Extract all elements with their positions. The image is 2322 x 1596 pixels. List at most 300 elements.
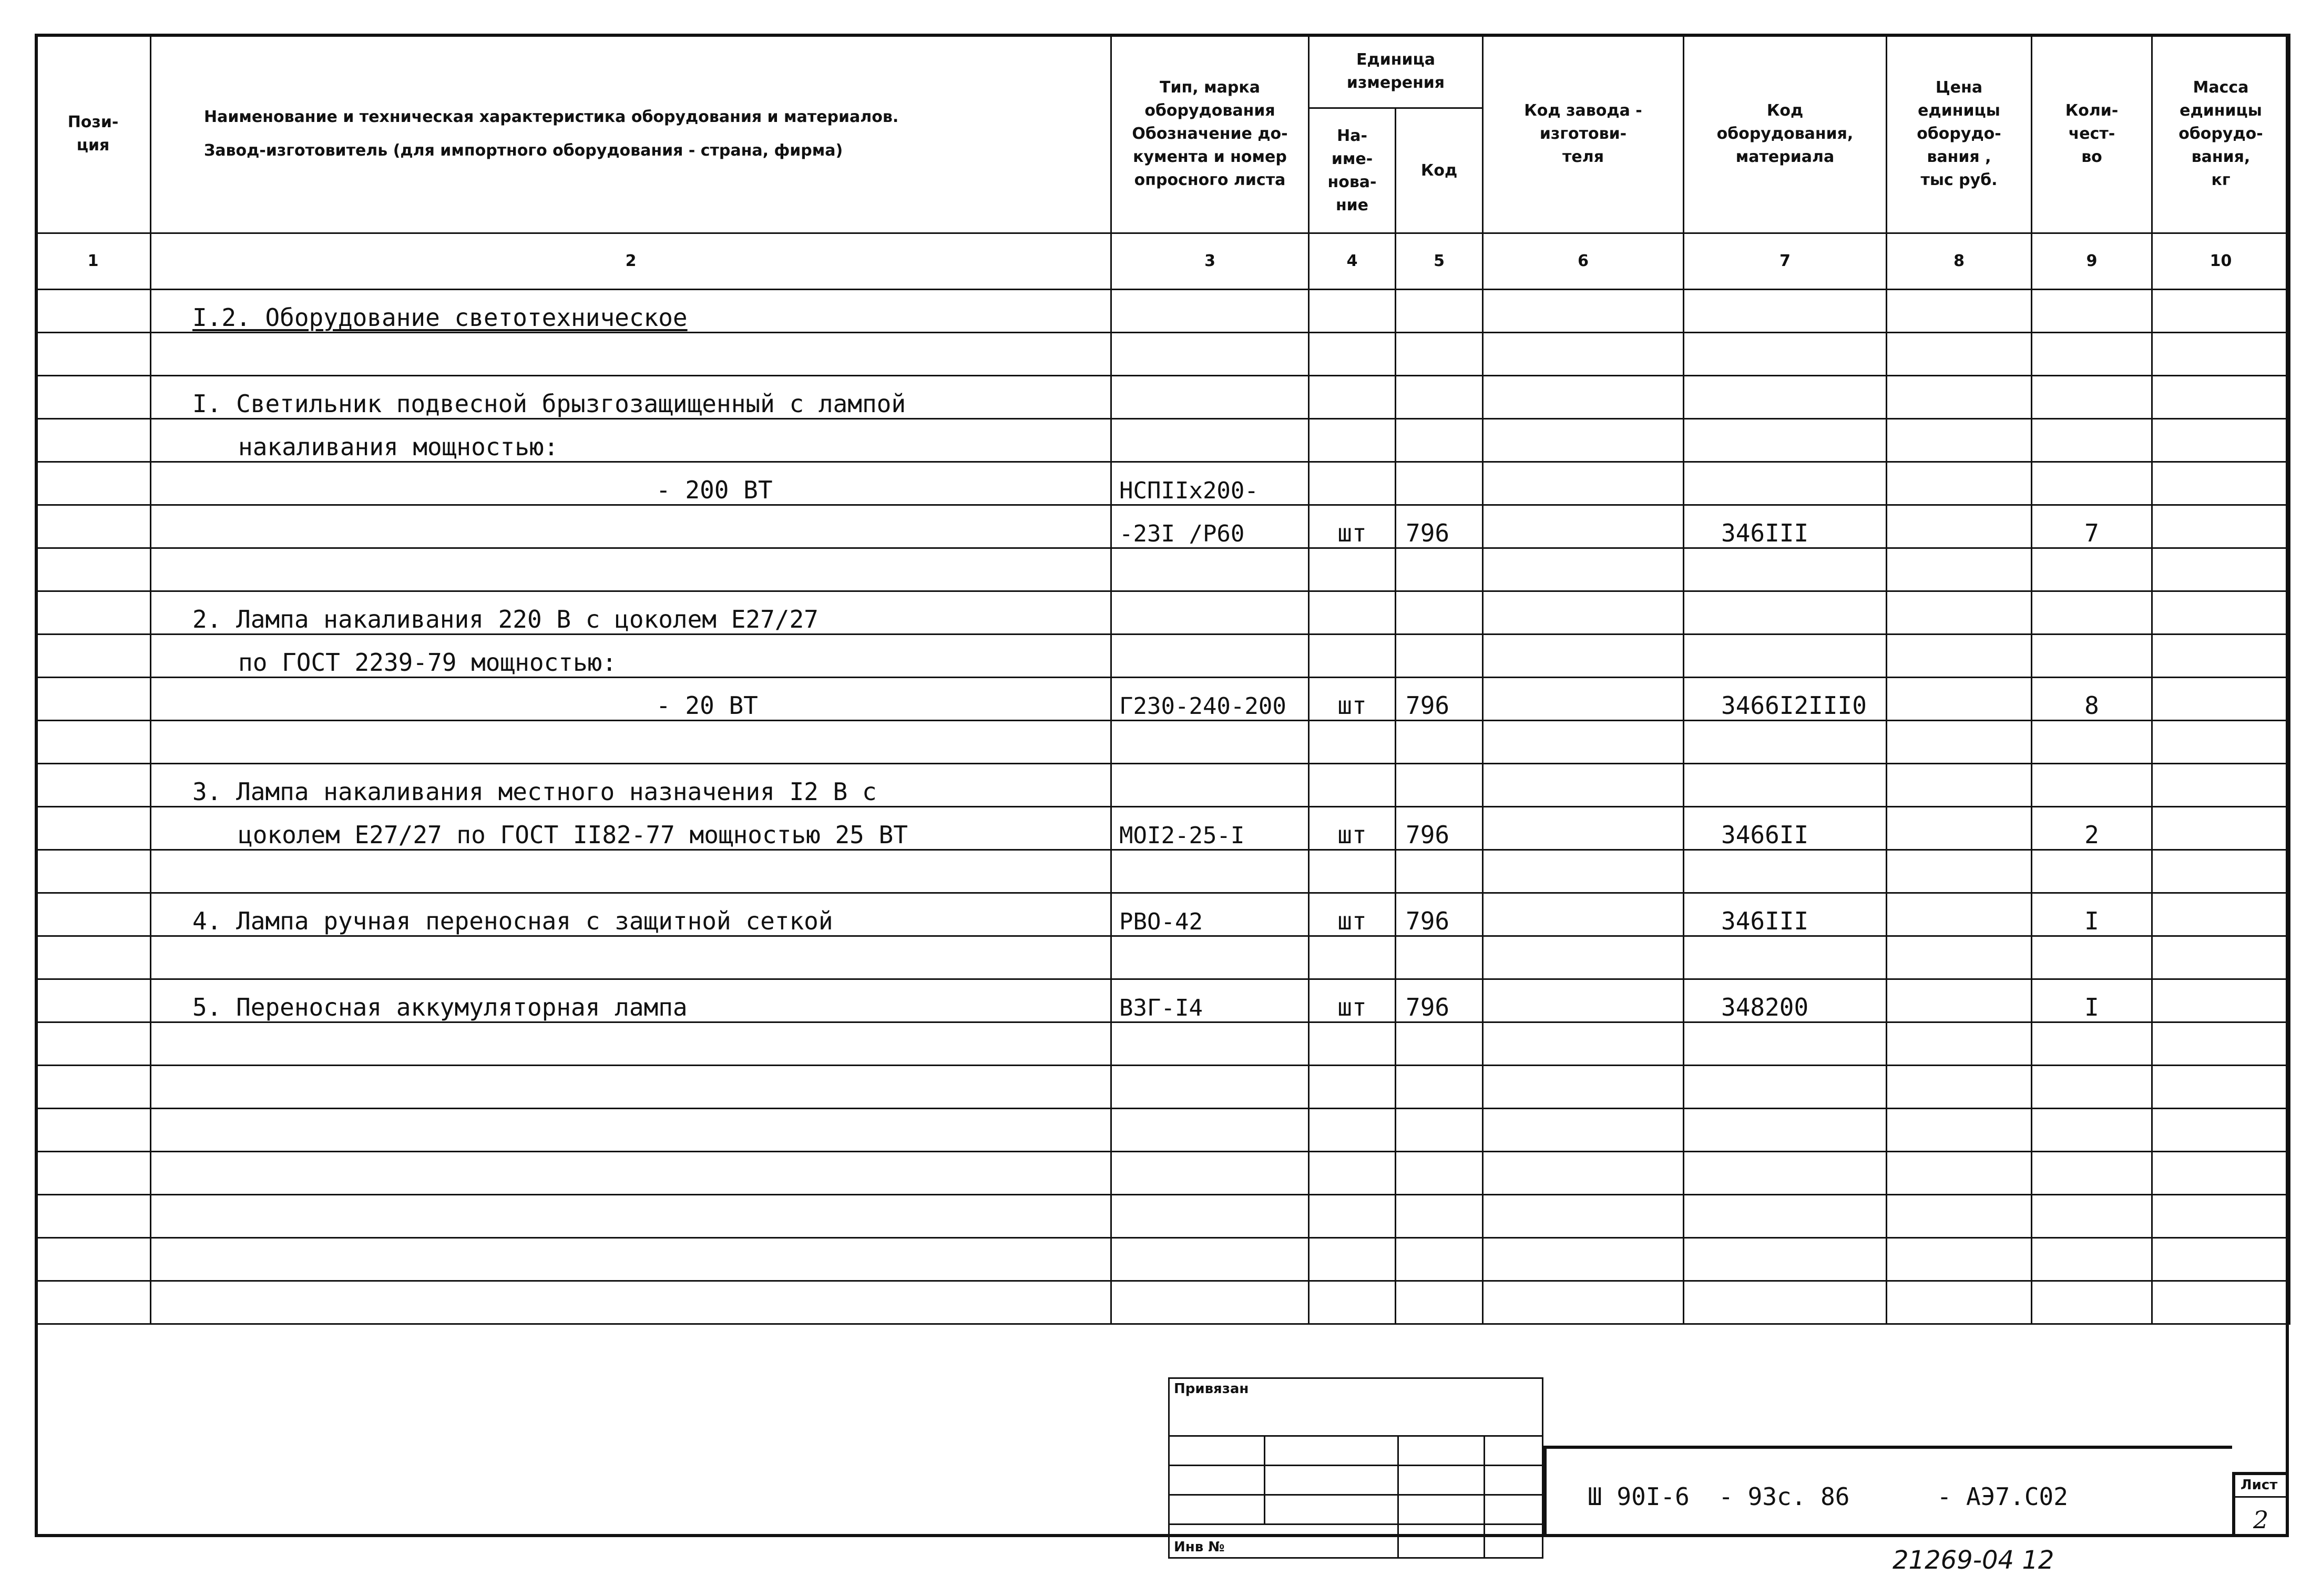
table-row <box>36 462 2290 505</box>
equipment-code-cell <box>1684 1152 1887 1195</box>
position-cell <box>36 290 151 333</box>
mass-cell <box>2152 1281 2290 1324</box>
type-cell <box>1111 850 1309 893</box>
position-cell <box>36 548 151 591</box>
price-cell <box>1887 979 2032 1022</box>
header-mass <box>2152 35 2290 233</box>
quantity-cell <box>2032 419 2152 462</box>
position-cell <box>36 505 151 548</box>
mass-cell <box>2152 591 2290 635</box>
price-cell <box>1887 419 2032 462</box>
type-cell: РВО-42 <box>1111 893 1309 936</box>
name-cell <box>151 936 1111 979</box>
equipment-code-cell <box>1684 419 1887 462</box>
name-cell <box>151 1281 1111 1324</box>
type-cell <box>1111 290 1309 333</box>
plant-code-cell <box>1483 893 1684 936</box>
sheet-number: 2 <box>2253 1506 2269 1534</box>
position-cell <box>36 850 151 893</box>
column-number: 3 <box>1111 233 1309 290</box>
header-text: во <box>2081 147 2102 166</box>
equipment-code-cell <box>1684 850 1887 893</box>
price-cell <box>1887 764 2032 807</box>
mass-cell <box>2152 505 2290 548</box>
unit-code-cell: 796 <box>1396 505 1483 548</box>
unit-code-cell <box>1396 1066 1483 1109</box>
unit-code-cell: 796 <box>1396 678 1483 721</box>
column-number: 7 <box>1684 233 1887 290</box>
equipment-code-cell <box>1684 290 1887 333</box>
equipment-code-cell <box>1684 1195 1887 1238</box>
price-cell <box>1887 376 2032 419</box>
mass-cell <box>2152 1152 2290 1195</box>
price-cell <box>1887 290 2032 333</box>
unit-code-cell <box>1396 1281 1483 1324</box>
quantity-cell <box>2032 1022 2152 1066</box>
name-cell <box>151 1109 1111 1152</box>
unit-code-cell <box>1396 1238 1483 1281</box>
unit-code-cell <box>1396 850 1483 893</box>
name-cell <box>151 1022 1111 1066</box>
table-row <box>36 979 2290 1022</box>
unit-cell <box>1309 1281 1396 1324</box>
mass-cell <box>2152 807 2290 850</box>
price-cell <box>1887 936 2032 979</box>
unit-code-cell <box>1396 376 1483 419</box>
header-text: Масса <box>2193 78 2249 97</box>
price-cell <box>1887 462 2032 505</box>
table-row <box>36 548 2290 591</box>
plant-code-cell <box>1483 936 1684 979</box>
price-cell <box>1887 1022 2032 1066</box>
name-cell <box>151 1195 1111 1238</box>
price-cell <box>1887 548 2032 591</box>
quantity-cell <box>2032 376 2152 419</box>
plant-code-cell <box>1483 807 1684 850</box>
price-cell <box>1887 505 2032 548</box>
header-text: вания, <box>2191 147 2251 166</box>
plant-code-cell <box>1483 678 1684 721</box>
plant-code-cell <box>1483 764 1684 807</box>
price-cell <box>1887 1238 2032 1281</box>
type-cell <box>1111 635 1309 678</box>
header-text: теля <box>1562 147 1604 166</box>
price-cell <box>1887 1195 2032 1238</box>
mass-cell <box>2152 979 2290 1022</box>
quantity-cell <box>2032 591 2152 635</box>
unit-cell <box>1309 1152 1396 1195</box>
sheet-divider <box>2235 1496 2289 1498</box>
position-cell <box>36 376 151 419</box>
name-cell <box>151 1238 1111 1281</box>
position-cell <box>36 979 151 1022</box>
column-number: 6 <box>1483 233 1684 290</box>
price-cell <box>1887 635 2032 678</box>
name-cell: по ГОСТ 2239-79 мощностью: <box>151 635 1111 678</box>
type-cell <box>1111 333 1309 376</box>
equipment-code-cell <box>1684 376 1887 419</box>
header-text: оборудо- <box>1917 124 2001 143</box>
header-text: единицы <box>1918 101 2000 120</box>
table-header <box>36 35 2290 290</box>
name-cell: I. Светильник подвесной брызгозащищенный с лампой <box>151 376 1111 419</box>
quantity-cell <box>2032 1281 2152 1324</box>
mass-cell <box>2152 419 2290 462</box>
attached-label: Привязан <box>1169 1378 1543 1436</box>
unit-cell: шт <box>1309 807 1396 850</box>
header-text: Код завода - <box>1524 101 1642 120</box>
plant-code-cell <box>1483 1066 1684 1109</box>
unit-cell <box>1309 462 1396 505</box>
unit-cell <box>1309 1022 1396 1066</box>
table-body <box>36 290 2290 1324</box>
column-number: 4 <box>1309 233 1396 290</box>
mass-cell <box>2152 678 2290 721</box>
price-cell <box>1887 1066 2032 1109</box>
name-cell <box>151 850 1111 893</box>
position-cell <box>36 1195 151 1238</box>
mass-cell <box>2152 936 2290 979</box>
price-cell <box>1887 1281 2032 1324</box>
table-row <box>36 893 2290 936</box>
quantity-cell: 2 <box>2032 807 2152 850</box>
table-row <box>36 290 2290 333</box>
type-cell: МОI2-25-I <box>1111 807 1309 850</box>
equipment-code-cell <box>1684 548 1887 591</box>
plant-code-cell <box>1483 462 1684 505</box>
header-price <box>1887 35 2032 233</box>
table-row <box>36 807 2290 850</box>
table-row <box>36 1066 2290 1109</box>
table-row <box>36 1281 2290 1324</box>
name-cell: накаливания мощностью: <box>151 419 1111 462</box>
price-cell <box>1887 893 2032 936</box>
attachment-stamp <box>1168 1377 1543 1559</box>
quantity-cell <box>2032 764 2152 807</box>
quantity-cell <box>2032 1109 2152 1152</box>
quantity-cell <box>2032 1066 2152 1109</box>
header-text: Код <box>1766 101 1804 120</box>
equipment-code-cell: 346III <box>1684 893 1887 936</box>
header-quantity <box>2032 35 2152 233</box>
mass-cell <box>2152 548 2290 591</box>
plant-code-cell <box>1483 1152 1684 1195</box>
type-cell: НСПIIх200- <box>1111 462 1309 505</box>
name-cell <box>151 333 1111 376</box>
inventory-number-label: Инв № <box>1169 1525 1398 1558</box>
equipment-code-cell: 348200 <box>1684 979 1887 1022</box>
header-equipment-code <box>1684 35 1887 233</box>
type-cell <box>1111 419 1309 462</box>
unit-cell <box>1309 1238 1396 1281</box>
header-text: ция <box>76 136 110 155</box>
header-unit-code: Код <box>1396 108 1483 233</box>
unit-code-cell <box>1396 1109 1483 1152</box>
equipment-code-cell <box>1684 936 1887 979</box>
position-cell <box>36 1152 151 1195</box>
position-cell <box>36 1281 151 1324</box>
name-cell <box>151 1152 1111 1195</box>
header-text: оборудо- <box>2178 124 2263 143</box>
header-unit-name <box>1309 108 1396 233</box>
quantity-cell <box>2032 721 2152 764</box>
unit-cell <box>1309 1109 1396 1152</box>
unit-code-cell <box>1396 290 1483 333</box>
name-cell <box>151 505 1111 548</box>
mass-cell <box>2152 376 2290 419</box>
table-row <box>36 591 2290 635</box>
table-row <box>36 678 2290 721</box>
price-cell <box>1887 721 2032 764</box>
header-text: Тип, марка <box>1160 78 1260 97</box>
header-plant-code <box>1483 35 1684 233</box>
archive-number: 21269-04 12 <box>1893 1546 2054 1575</box>
plant-code-cell <box>1483 1238 1684 1281</box>
header-text: Обозначение до- <box>1132 124 1288 143</box>
unit-cell <box>1309 591 1396 635</box>
header-text: материала <box>1735 147 1835 166</box>
quantity-cell: I <box>2032 979 2152 1022</box>
plant-code-cell <box>1483 1195 1684 1238</box>
equipment-code-cell <box>1684 1281 1887 1324</box>
unit-cell <box>1309 936 1396 979</box>
name-cell: 3. Лампа накаливания местного назначения I2 В с <box>151 764 1111 807</box>
mass-cell <box>2152 462 2290 505</box>
mass-cell <box>2152 764 2290 807</box>
equipment-code-cell <box>1684 1109 1887 1152</box>
column-number: 5 <box>1396 233 1483 290</box>
mass-cell <box>2152 635 2290 678</box>
plant-code-cell <box>1483 1109 1684 1152</box>
position-cell <box>36 936 151 979</box>
equipment-code-cell <box>1684 1022 1887 1066</box>
quantity-cell <box>2032 1238 2152 1281</box>
type-cell: -23I /Р60 <box>1111 505 1309 548</box>
plant-code-cell <box>1483 505 1684 548</box>
unit-cell <box>1309 850 1396 893</box>
position-cell <box>36 893 151 936</box>
header-text: Наименование и техническая характеристика оборудования и материалов. <box>204 107 899 126</box>
unit-cell <box>1309 290 1396 333</box>
plant-code-cell <box>1483 376 1684 419</box>
header-text: оборудования <box>1144 101 1275 120</box>
type-cell <box>1111 1022 1309 1066</box>
equipment-code-cell <box>1684 764 1887 807</box>
equipment-code-cell <box>1684 591 1887 635</box>
quantity-cell <box>2032 1152 2152 1195</box>
unit-cell <box>1309 1066 1396 1109</box>
header-text: ние <box>1335 196 1369 214</box>
specification-table <box>35 34 2290 1325</box>
unit-code-cell <box>1396 635 1483 678</box>
type-cell <box>1111 764 1309 807</box>
name-cell <box>151 1066 1111 1109</box>
unit-code-cell <box>1396 1152 1483 1195</box>
mass-cell <box>2152 1066 2290 1109</box>
table-row <box>36 635 2290 678</box>
equipment-code-cell: 346III <box>1684 505 1887 548</box>
header-text: Коли- <box>2065 101 2119 120</box>
column-number: 9 <box>2032 233 2152 290</box>
position-cell <box>36 1022 151 1066</box>
equipment-code-cell: 3466II <box>1684 807 1887 850</box>
mass-cell <box>2152 850 2290 893</box>
equipment-code-cell <box>1684 721 1887 764</box>
position-cell <box>36 807 151 850</box>
equipment-code-cell: 3466I2III0 <box>1684 678 1887 721</box>
header-text: вания , <box>1927 147 1991 166</box>
table-row <box>36 1109 2290 1152</box>
position-cell <box>36 333 151 376</box>
equipment-code-cell <box>1684 635 1887 678</box>
table-row <box>36 333 2290 376</box>
table-row <box>36 850 2290 893</box>
quantity-cell <box>2032 1195 2152 1238</box>
header-text: опросного листа <box>1134 170 1286 189</box>
name-cell: 5. Переносная аккумуляторная лампа <box>151 979 1111 1022</box>
unit-code-cell <box>1396 548 1483 591</box>
mass-cell <box>2152 1195 2290 1238</box>
price-cell <box>1887 807 2032 850</box>
unit-cell <box>1309 1195 1396 1238</box>
quantity-cell <box>2032 290 2152 333</box>
quantity-cell: 8 <box>2032 678 2152 721</box>
unit-code-cell <box>1396 462 1483 505</box>
quantity-cell: 7 <box>2032 505 2152 548</box>
unit-code-cell: 796 <box>1396 807 1483 850</box>
name-cell: 4. Лампа ручная переносная с защитной сеткой <box>151 893 1111 936</box>
price-cell <box>1887 678 2032 721</box>
mass-cell <box>2152 1022 2290 1066</box>
price-cell <box>1887 1109 2032 1152</box>
table-row <box>36 376 2290 419</box>
column-number: 1 <box>36 233 151 290</box>
unit-cell: шт <box>1309 505 1396 548</box>
position-cell <box>36 721 151 764</box>
position-cell <box>36 419 151 462</box>
name-cell <box>151 548 1111 591</box>
table-row <box>36 419 2290 462</box>
name-cell: - 20 ВТ <box>151 678 1111 721</box>
mass-cell <box>2152 290 2290 333</box>
unit-cell: шт <box>1309 979 1396 1022</box>
header-text: кг <box>2211 170 2231 189</box>
table-row <box>36 764 2290 807</box>
unit-cell <box>1309 764 1396 807</box>
unit-code-cell <box>1396 764 1483 807</box>
header-text: Цена <box>1935 78 1983 97</box>
type-cell <box>1111 376 1309 419</box>
table-row <box>36 505 2290 548</box>
quantity-cell <box>2032 850 2152 893</box>
plant-code-cell <box>1483 290 1684 333</box>
quantity-cell <box>2032 333 2152 376</box>
type-cell <box>1111 591 1309 635</box>
header-text: чест- <box>2068 124 2115 143</box>
plant-code-cell <box>1483 721 1684 764</box>
plant-code-cell <box>1483 1281 1684 1324</box>
unit-cell <box>1309 721 1396 764</box>
quantity-cell <box>2032 635 2152 678</box>
type-cell <box>1111 1281 1309 1324</box>
unit-code-cell <box>1396 591 1483 635</box>
header-text: кумента и номер <box>1133 147 1287 166</box>
header-unit-group <box>1309 35 1483 108</box>
header-name <box>151 35 1111 233</box>
type-cell <box>1111 1109 1309 1152</box>
header-text: Единица <box>1356 50 1435 69</box>
equipment-code-cell <box>1684 1066 1887 1109</box>
position-cell <box>36 678 151 721</box>
price-cell <box>1887 591 2032 635</box>
name-cell: цоколем Е27/27 по ГОСТ II82-77 мощностью 25 ВТ <box>151 807 1111 850</box>
plant-code-cell <box>1483 979 1684 1022</box>
unit-cell <box>1309 548 1396 591</box>
header-position <box>36 35 151 233</box>
quantity-cell <box>2032 548 2152 591</box>
header-text: измерения <box>1346 73 1445 92</box>
type-cell <box>1111 1066 1309 1109</box>
position-cell <box>36 1109 151 1152</box>
unit-code-cell: 796 <box>1396 979 1483 1022</box>
mass-cell <box>2152 721 2290 764</box>
type-cell <box>1111 1195 1309 1238</box>
position-cell <box>36 1066 151 1109</box>
table-row <box>36 721 2290 764</box>
mass-cell <box>2152 1109 2290 1152</box>
type-cell <box>1111 1238 1309 1281</box>
unit-cell: шт <box>1309 678 1396 721</box>
table-row <box>36 1152 2290 1195</box>
header-text: Завод-изготовитель (для импортного оборудования - страна, фирма) <box>204 141 843 160</box>
price-cell <box>1887 333 2032 376</box>
name-cell: I.2. Оборудование светотехническое <box>151 290 1111 333</box>
mass-cell <box>2152 1238 2290 1281</box>
plant-code-cell <box>1483 591 1684 635</box>
unit-code-cell <box>1396 1022 1483 1066</box>
column-number: 2 <box>151 233 1111 290</box>
unit-code-cell <box>1396 419 1483 462</box>
unit-code-cell: 796 <box>1396 893 1483 936</box>
unit-code-cell <box>1396 721 1483 764</box>
column-number: 8 <box>1887 233 2032 290</box>
unit-code-cell <box>1396 1195 1483 1238</box>
header-text: оборудования, <box>1716 124 1854 143</box>
sheet-label: Лист <box>2241 1477 2278 1493</box>
header-text: Пози- <box>67 112 119 131</box>
position-cell <box>36 764 151 807</box>
name-cell <box>151 721 1111 764</box>
plant-code-cell <box>1483 548 1684 591</box>
quantity-cell <box>2032 462 2152 505</box>
position-cell <box>36 591 151 635</box>
unit-code-cell <box>1396 936 1483 979</box>
header-text: На- <box>1337 126 1367 145</box>
type-cell <box>1111 721 1309 764</box>
document-code: Ш 90I-6 - 93с. 86 - АЭ7.С02 <box>1588 1482 2068 1511</box>
header-text: тыс руб. <box>1920 170 1998 189</box>
unit-cell <box>1309 376 1396 419</box>
price-cell <box>1887 1152 2032 1195</box>
header-text: нова- <box>1327 172 1377 191</box>
table-row <box>36 936 2290 979</box>
sheet-number-box <box>2232 1472 2289 1537</box>
name-cell: - 200 ВТ <box>151 462 1111 505</box>
position-cell <box>36 462 151 505</box>
equipment-code-cell <box>1684 333 1887 376</box>
position-cell <box>36 635 151 678</box>
column-numbers-row <box>36 233 2290 290</box>
